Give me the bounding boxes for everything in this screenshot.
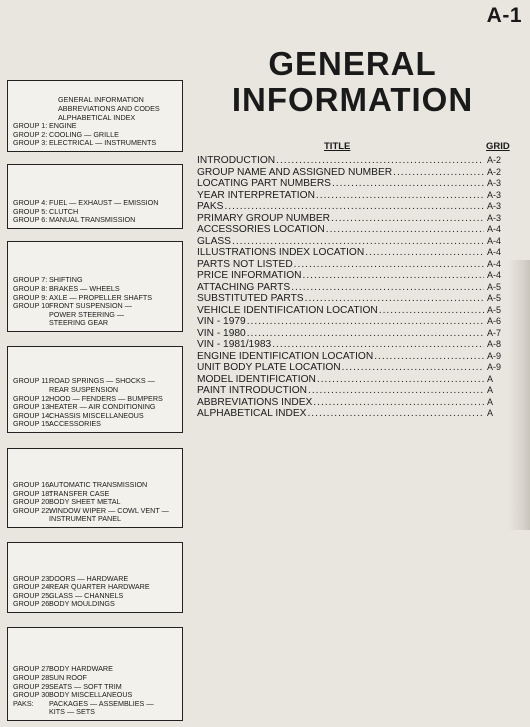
group-number <box>13 311 49 320</box>
group-title: AXLE — PROPELLER SHAFTS <box>49 292 153 302</box>
toc-entry <box>197 201 517 213</box>
toc-entry-title: VIN - 1979 <box>197 316 246 327</box>
group-number: GROUP 3: <box>13 138 48 148</box>
toc-leader-dots <box>331 178 484 190</box>
group-number: GROUP 11: <box>13 376 51 386</box>
group-number: GROUP 28: <box>13 673 52 683</box>
group-row <box>13 700 179 709</box>
toc-entry-grid: A-4 <box>487 270 502 280</box>
toc-leader-dots <box>304 293 484 305</box>
toc-entry-grid: A <box>487 385 494 395</box>
toc-entry-title: SUBSTITUTED PARTS <box>197 293 304 304</box>
group-number: GROUP 25: <box>13 590 52 600</box>
group-title: BODY MISCELLANEOUS <box>49 690 133 700</box>
toc-entry-grid: A-9 <box>487 350 502 361</box>
group-number: GROUP 15: <box>13 419 52 429</box>
group-box-4 <box>7 346 183 433</box>
toc-title-header: TITLE <box>324 141 351 152</box>
group-title: REAR QUARTER HARDWARE <box>49 582 150 592</box>
toc-entry-title: GROUP NAME AND ASSIGNED NUMBER <box>197 166 393 178</box>
page-title <box>225 46 480 118</box>
group-title: DOORS — HARDWARE <box>49 573 129 583</box>
group-title: AUTOMATIC TRANSMISSION <box>49 480 148 490</box>
toc-entry <box>197 247 517 259</box>
group-title: ENGINE <box>49 121 77 131</box>
toc-entry-title: VIN - 1981/1983 <box>197 339 272 350</box>
group-box-1 <box>7 80 183 152</box>
toc-leader-dots <box>307 385 484 397</box>
group-number: GROUP 23: <box>13 573 52 583</box>
group-row <box>13 600 179 609</box>
group-box-6 <box>7 542 183 613</box>
group-number: GROUP 5: <box>13 206 48 216</box>
group-number: GROUP 30: <box>13 690 52 700</box>
page-tab: A-1 <box>486 4 522 27</box>
toc-entry-grid: A <box>487 408 494 418</box>
group-number <box>13 319 49 328</box>
group-title: CLUTCH <box>49 206 79 216</box>
toc-leader-dots <box>325 224 484 236</box>
toc-entry <box>197 155 517 167</box>
group-number: GROUP 13: <box>13 402 52 412</box>
group-number: GROUP 6: <box>13 215 48 225</box>
toc-grid-header: GRID <box>486 141 510 152</box>
group-row <box>13 216 179 225</box>
group-number: GROUP 22: <box>13 505 52 515</box>
toc-entry <box>197 328 517 340</box>
toc-entry <box>197 259 517 271</box>
toc-entry-grid: A-4 <box>487 224 502 234</box>
group-number: GROUP 27: <box>13 664 52 674</box>
toc-entry <box>197 213 517 225</box>
box-intro-line: ABBREVIATIONS AND CODES <box>58 104 160 114</box>
toc-entry <box>197 293 517 305</box>
group-row <box>13 515 179 524</box>
toc-entry-grid: A-4 <box>487 247 502 257</box>
group-title: BODY HARDWARE <box>49 664 113 674</box>
toc-entry-title: UNIT BODY PLATE LOCATION <box>197 362 341 373</box>
toc-entry <box>197 167 517 179</box>
toc-entry-grid: A-3 <box>487 178 502 188</box>
toc-entry <box>197 190 517 202</box>
toc-entry-title: ACCESSORIES LOCATION <box>197 224 325 235</box>
toc-entry-grid: A-8 <box>487 339 502 349</box>
toc-entry-title: ATTACHING PARTS <box>197 281 291 293</box>
toc-leader-dots <box>246 316 484 328</box>
toc-entry-title: LOCATING PART NUMBERS <box>197 178 331 189</box>
toc-leader-dots <box>231 236 484 248</box>
group-number: GROUP 8: <box>13 284 48 294</box>
group-title: REAR SUSPENSION <box>49 385 119 395</box>
toc-entry-title: VEHICLE IDENTIFICATION LOCATION <box>197 304 378 316</box>
group-title: WINDOW WIPER — COWL VENT — <box>49 505 169 515</box>
toc-entry-title: YEAR INTERPRETATION <box>197 189 315 201</box>
toc-entry-title: ALPHABETICAL INDEX <box>197 408 307 419</box>
page-edge-shadow <box>508 260 530 530</box>
toc-entry-grid: A-5 <box>487 304 502 315</box>
group-title: MANUAL TRANSMISSION <box>49 215 136 225</box>
toc-leader-dots <box>312 397 484 409</box>
toc-entry-title: GLASS <box>197 235 231 247</box>
group-number: GROUP 2: <box>13 129 48 139</box>
group-title: FRONT SUSPENSION — <box>49 301 132 311</box>
group-title: SUN ROOF <box>49 673 87 683</box>
box-intro-line: GENERAL INFORMATION <box>58 95 144 105</box>
toc-entry-title: INTRODUCTION <box>197 155 276 166</box>
box-intro-line: ALPHABETICAL INDEX <box>58 112 136 122</box>
toc-entry-title: PAKS <box>197 201 224 212</box>
group-title: CHASSIS MISCELLANEOUS <box>49 410 144 420</box>
group-number: GROUP 12: <box>13 393 52 403</box>
toc-entry-grid: A-9 <box>487 362 502 372</box>
group-row <box>13 139 179 148</box>
toc-entry-title: ENGINE IDENTIFICATION LOCATION <box>197 350 374 362</box>
group-title: SHIFTING <box>49 275 83 285</box>
group-title: ELECTRICAL — INSTRUMENTS <box>49 138 157 148</box>
group-number: GROUP 20: <box>13 497 52 507</box>
toc-entry-title: MODEL IDENTIFICATION <box>197 373 316 385</box>
toc-leader-dots <box>316 374 484 386</box>
group-title: SEATS — SOFT TRIM <box>49 681 122 691</box>
toc-entry-grid: A-2 <box>487 166 502 177</box>
toc-leader-dots <box>275 155 484 167</box>
toc-entry <box>197 397 517 409</box>
toc-entry-grid: A-4 <box>487 258 502 269</box>
toc-leader-dots <box>341 362 484 374</box>
toc-leader-dots <box>378 305 484 317</box>
toc-entry-grid: A-6 <box>487 316 502 326</box>
toc-entry-grid: A-7 <box>487 327 502 338</box>
page-title-line-2: INFORMATION <box>231 81 474 118</box>
toc-entry <box>197 270 517 282</box>
toc-leader-dots <box>293 259 484 271</box>
group-box-3 <box>7 241 183 332</box>
toc-leader-dots <box>364 247 484 259</box>
toc-entry-grid: A-2 <box>487 155 502 165</box>
group-number: GROUP 26: <box>13 599 52 609</box>
toc-entry <box>197 385 517 397</box>
toc-entry-title: PARTS NOT LISTED <box>197 258 293 270</box>
group-number: PAKS: <box>13 698 34 708</box>
toc-entry-title: ABBREVIATIONS INDEX <box>197 396 313 408</box>
toc-leader-dots <box>302 270 484 282</box>
toc-entry <box>197 236 517 248</box>
group-number <box>13 515 49 524</box>
toc-entry <box>197 178 517 190</box>
group-title: HEATER — AIR CONDITIONING <box>49 402 156 412</box>
group-row <box>13 420 179 429</box>
toc-entry-title: PAINT INTRODUCTION <box>197 385 307 396</box>
toc-entry <box>197 305 517 317</box>
toc-entry-grid: A-3 <box>487 201 502 211</box>
toc-entry-grid: A-5 <box>487 281 502 292</box>
group-title: FUEL — EXHAUST — EMISSION <box>49 198 159 208</box>
toc-entry <box>197 374 517 386</box>
group-title: PACKAGES — ASSEMBLIES — <box>49 698 154 708</box>
group-box-7 <box>7 627 183 721</box>
toc-leader-dots <box>315 190 484 202</box>
toc-entry-grid: A <box>487 396 494 407</box>
toc-leader-dots <box>223 201 484 213</box>
toc-leader-dots <box>271 339 484 351</box>
group-title: INSTRUMENT PANEL <box>49 514 122 524</box>
group-title: COOLING — GRILLE <box>49 129 119 139</box>
toc-leader-dots <box>290 282 484 294</box>
toc-entry-title: VIN - 1980 <box>197 327 246 339</box>
group-row <box>13 319 179 328</box>
toc-entry <box>197 362 517 374</box>
toc-entry-title: PRIMARY GROUP NUMBER <box>197 212 331 224</box>
table-of-contents <box>197 155 517 420</box>
group-box-2 <box>7 164 183 229</box>
group-number: GROUP 10: <box>13 301 52 311</box>
group-number: GROUP 1: <box>13 121 48 131</box>
toc-entry <box>197 339 517 351</box>
toc-entry-title: ILLUSTRATIONS INDEX LOCATION <box>197 247 365 258</box>
toc-entry-grid: A-5 <box>487 293 502 303</box>
toc-entry <box>197 224 517 236</box>
toc-entry-grid: A-3 <box>487 212 502 223</box>
group-title: BODY MOULDINGS <box>49 599 115 609</box>
group-title: GLASS — CHANNELS <box>49 590 124 600</box>
group-title: BODY SHEET METAL <box>49 497 121 507</box>
toc-entry <box>197 351 517 363</box>
group-title: ROAD SPRINGS — SHOCKS — <box>49 376 155 386</box>
group-number: GROUP 7: <box>13 275 48 285</box>
toc-entry <box>197 316 517 328</box>
group-title: TRANSFER CASE <box>49 488 110 498</box>
toc-leader-dots <box>392 167 484 179</box>
group-number <box>13 708 49 717</box>
group-title: HOOD — FENDERS — BUMPERS <box>49 393 163 403</box>
toc-leader-dots <box>306 408 484 420</box>
group-number: GROUP 24: <box>13 582 52 592</box>
toc-entry <box>197 408 517 420</box>
toc-leader-dots <box>246 328 484 340</box>
group-number: GROUP 16: <box>13 480 52 490</box>
group-title: BRAKES — WHEELS <box>49 284 120 294</box>
toc-entry-grid: A-3 <box>487 189 502 200</box>
group-title: KITS — SETS <box>49 707 95 717</box>
page-title-line-1: GENERAL <box>268 45 437 82</box>
group-number: GROUP 29: <box>13 681 52 691</box>
toc-leader-dots <box>330 213 484 225</box>
toc-entry <box>197 282 517 294</box>
group-row <box>13 708 179 717</box>
group-number: GROUP 4: <box>13 198 48 208</box>
group-title: ACCESSORIES <box>49 419 101 429</box>
toc-leader-dots <box>373 351 484 363</box>
toc-entry-title: PRICE INFORMATION <box>197 270 302 281</box>
group-title: STEERING GEAR <box>49 318 109 328</box>
group-number: GROUP 18: <box>13 488 52 498</box>
group-number: GROUP 14: <box>13 410 52 420</box>
group-title: POWER STEERING — <box>49 309 125 319</box>
toc-entry-grid: A-4 <box>487 235 502 246</box>
toc-entry-grid: A <box>487 373 494 384</box>
group-number: GROUP 9: <box>13 292 48 302</box>
group-box-5 <box>7 448 183 528</box>
